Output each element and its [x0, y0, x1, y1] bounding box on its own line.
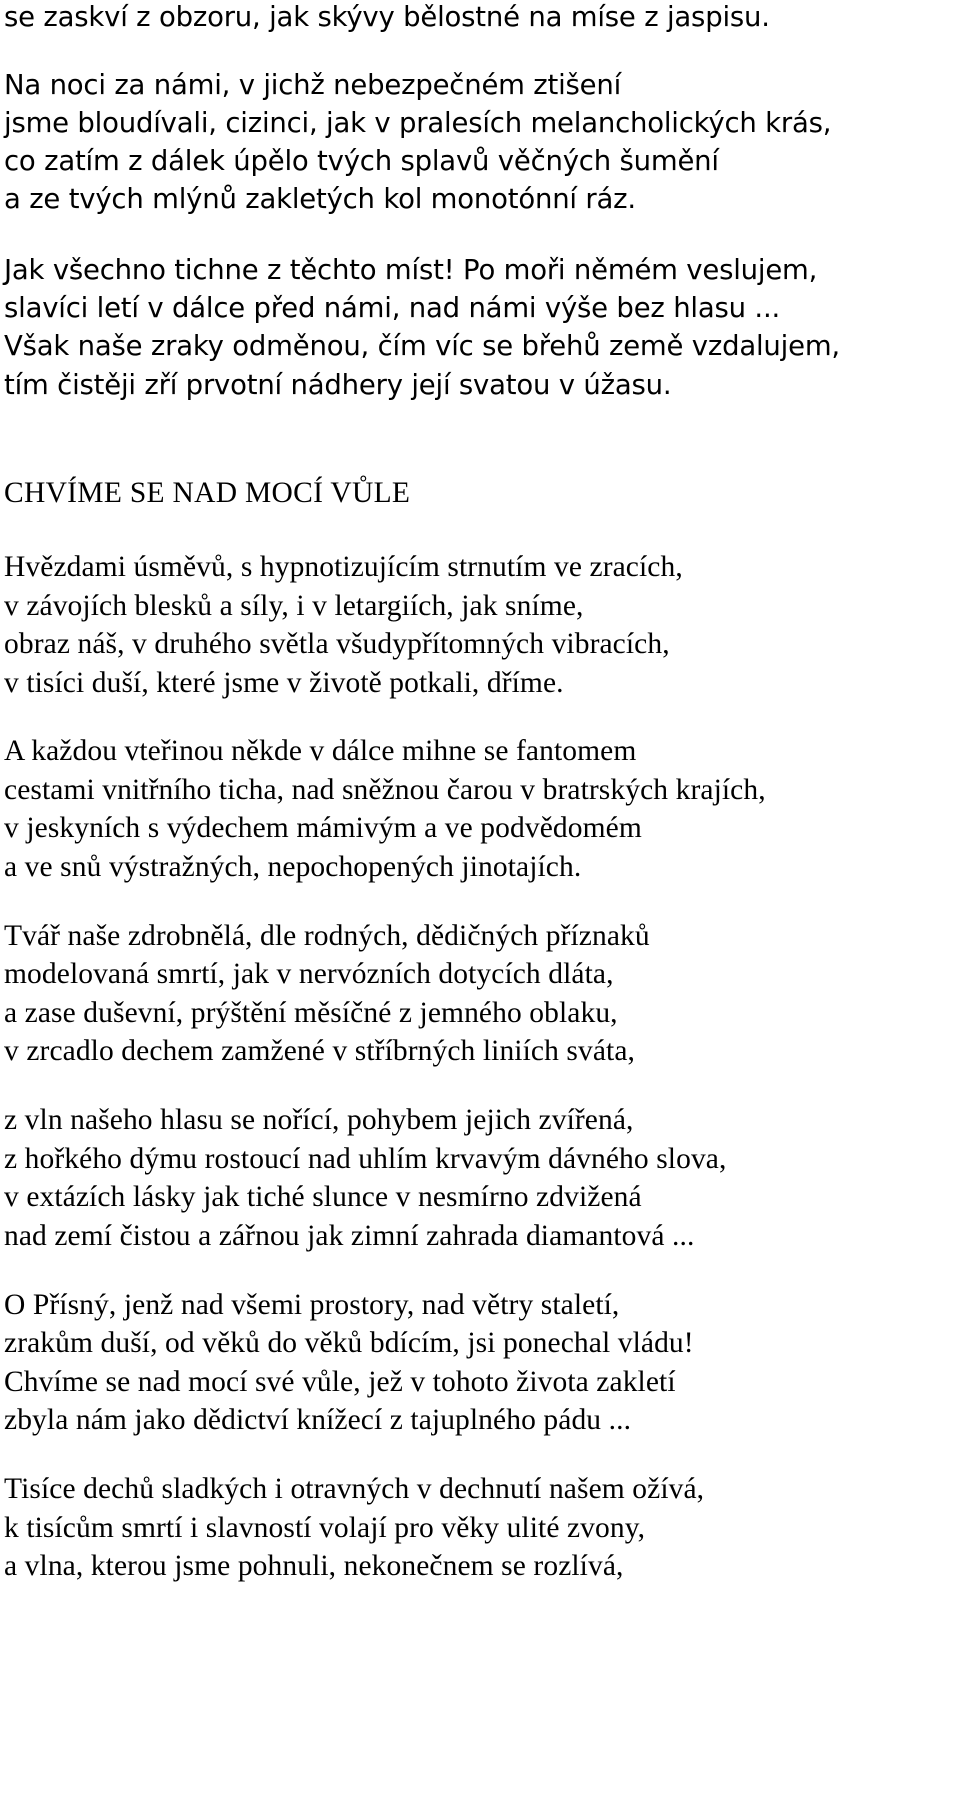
- poem-line: nad zemí čistou a zářnou jak zimní zahrada diamantová ...: [4, 1220, 695, 1252]
- poem-line: jsme bloudívali, cizinci, jak v pralesích melancholických krás,: [4, 107, 832, 139]
- poem-line: zbyla nám jako dědictví knížecí z tajuplného pádu ...: [4, 1404, 632, 1436]
- poem-line: a ze tvých mlýnů zakletých kol monotónní ráz.: [4, 183, 636, 215]
- poem-line: v jeskyních s výdechem mámivým a ve podvědomém: [4, 812, 642, 844]
- poem-line: co zatím z dálek úpělo tvých splavů věčných šumění: [4, 145, 719, 177]
- poem-line: tím čistěji zří prvotní nádhery její svatou v úžasu.: [4, 369, 672, 401]
- poem-line: Hvězdami úsměvů, s hypnotizujícím strnutím ve zracích,: [4, 551, 683, 583]
- poem-title: CHVÍME SE NAD MOCÍ VŮLE: [4, 477, 411, 509]
- poem-line: a vlna, kterou jsme pohnuli, nekonečnem se rozlívá,: [4, 1550, 624, 1582]
- poem-line: se zaskví z obzoru, jak skývy bělostné na míse z jaspisu.: [4, 1, 770, 33]
- poem-line: zrakům duší, od věků do věků bdícím, jsi ponechal vládu!: [4, 1327, 694, 1359]
- poem-line: z hořkého dýmu rostoucí nad uhlím krvavým dávného slova,: [4, 1143, 727, 1175]
- poem-line: v tisíci duší, které jsme v životě potkali, dříme.: [4, 667, 564, 699]
- poem-line: k tisícům smrtí i slavností volají pro věky ulité zvony,: [4, 1512, 646, 1544]
- poem-line: Však naše zraky odměnou, čím víc se břehů země vzdalujem,: [4, 330, 840, 362]
- poem-line: v zrcadlo dechem zamžené v stříbrných liniích sváta,: [4, 1035, 635, 1067]
- poem-line: v extázích lásky jak tiché slunce v nesmírno zdvižená: [4, 1181, 642, 1213]
- poem-line: Tisíce dechů sladkých i otravných v dechnutí našem ožívá,: [4, 1473, 705, 1505]
- poem-line: obraz náš, v druhého světla všudypřítomných vibracích,: [4, 628, 670, 660]
- poem-line: z vln našeho hlasu se nořící, pohybem jejich zvířená,: [4, 1104, 634, 1136]
- poem-line: Na noci za námi, v jichž nebezpečném ztišení: [4, 69, 622, 101]
- poem-line: A každou vteřinou někde v dálce mihne se fantomem: [4, 735, 637, 767]
- poem-line: modelovaná smrtí, jak v nervózních dotycích dláta,: [4, 958, 614, 990]
- poem-line: Chvíme se nad mocí své vůle, jež v tohoto života zakletí: [4, 1366, 676, 1398]
- poem-line: a zase duševní, prýštění měsíčné z jemného oblaku,: [4, 997, 618, 1029]
- poem-line: Jak všechno tichne z těchto míst! Po moři němém veslujem,: [4, 254, 818, 286]
- poem-line: slavíci letí v dálce před námi, nad námi výše bez hlasu ...: [4, 292, 781, 324]
- poem-line: O Přísný, jenž nad všemi prostory, nad větry staletí,: [4, 1289, 620, 1321]
- poem-line: a ve snů výstražných, nepochopených jinotajích.: [4, 851, 582, 883]
- poem-line: cestami vnitřního ticha, nad sněžnou čarou v bratrských krajích,: [4, 774, 766, 806]
- poem-line: v závojích blesků a síly, i v letargiích, jak sníme,: [4, 590, 584, 622]
- poem-line: Tvář naše zdrobnělá, dle rodných, dědičných příznaků: [4, 920, 650, 952]
